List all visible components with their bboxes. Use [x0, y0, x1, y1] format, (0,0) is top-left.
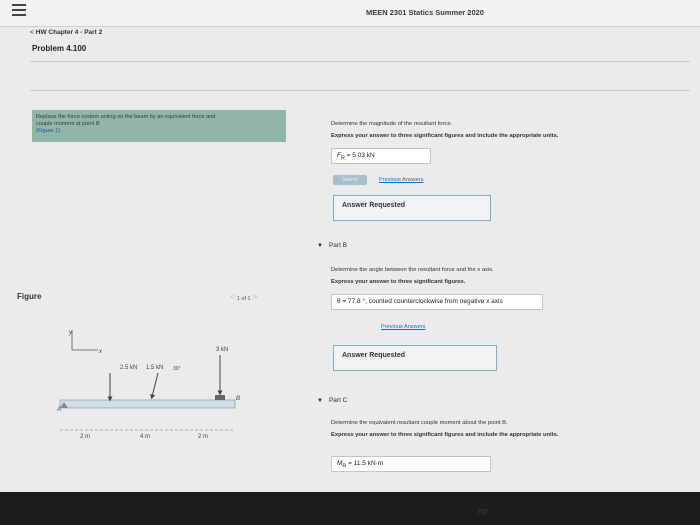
- chevron-left-icon: <: [30, 29, 34, 36]
- part-b-title: Part B: [328, 242, 348, 249]
- part-a-answer-field[interactable]: [331, 148, 431, 164]
- part-b-header[interactable]: [317, 242, 347, 249]
- dimension-4m: 4 m: [140, 434, 151, 440]
- part-a-instruction: Express your answer to three significant figures and include the appropriate units.: [331, 133, 559, 139]
- answer-value: θ = 77.8 °, counted counterclockwise from negative x axis: [337, 298, 503, 305]
- submit-button[interactable]: Submit: [333, 175, 367, 185]
- support-b: [215, 395, 225, 400]
- hp-logo: hp: [478, 506, 489, 516]
- dimension-2m: 2 m: [198, 434, 209, 440]
- part-b-answer-field[interactable]: [331, 294, 543, 310]
- answer-symbol: M: [337, 460, 343, 467]
- page-title: Problem 4.100: [32, 44, 87, 53]
- part-c-title: Part C: [328, 397, 348, 404]
- part-c-question: Determine the equivalent resultant couple moment about the point B.: [331, 420, 508, 426]
- menu-icon[interactable]: [12, 4, 26, 20]
- point-a-label: A: [57, 407, 62, 413]
- collapse-triangle-icon: ▼: [317, 243, 323, 249]
- answer-requested-box: Answer Requested: [333, 345, 497, 371]
- next-figure-button[interactable]: >: [252, 292, 258, 302]
- problem-prompt: [32, 110, 286, 142]
- prompt-line: [36, 121, 282, 128]
- pager-text: 1 of 1: [236, 296, 251, 302]
- prompt-line: Replace the force system acting on the beam by an equivalent force and: [36, 114, 216, 120]
- prompt-text: .: [99, 121, 101, 127]
- force-label-3kn: 3 kN: [216, 347, 229, 353]
- prev-figure-button[interactable]: <: [230, 292, 236, 302]
- force-label-1-5kn: 1.5 kN: [146, 365, 164, 371]
- previous-answers-link[interactable]: Previous Answers: [381, 324, 426, 330]
- part-b-question: Determine the angle between the resultant force and the x axis.: [331, 267, 494, 273]
- y-axis-label: y: [69, 330, 72, 336]
- breadcrumb-label: HW Chapter 4 - Part 2: [35, 29, 103, 36]
- answer-value: = 5.03 kN: [346, 152, 375, 159]
- dimension-2m: 2 m: [80, 434, 91, 440]
- force-arrow-1-5kn: [152, 373, 158, 397]
- point-b-label: B: [236, 396, 241, 402]
- course-title: MEEN 2301 Statics Summer 2020: [366, 8, 484, 17]
- figure-label: Figure: [17, 292, 42, 301]
- point-label: B: [95, 121, 100, 127]
- part-a-question: Determine the magnitude of the resultant force.: [331, 121, 453, 127]
- beam-diagram: [40, 325, 280, 445]
- answer-requested-box: Answer Requested: [333, 195, 491, 221]
- answer-value: = 11.5 kN·m: [348, 460, 384, 467]
- answer-symbol: F: [337, 152, 341, 159]
- part-b-instruction: Express your answer to three significant figures.: [331, 279, 466, 285]
- beam: [60, 400, 235, 408]
- answer-subscript: R: [342, 463, 347, 470]
- angle-label: 30°: [173, 366, 181, 372]
- part-c-answer-field[interactable]: [331, 456, 491, 472]
- breadcrumb[interactable]: [30, 29, 102, 36]
- collapse-triangle-icon: ▼: [317, 398, 323, 404]
- x-axis-label: x: [99, 349, 102, 355]
- figure-link[interactable]: (Figure 1): [36, 128, 61, 134]
- previous-answers-link[interactable]: Previous Answers: [379, 177, 424, 183]
- part-c-instruction: Express your answer to three significant figures and include the appropriate units.: [331, 432, 559, 438]
- answer-subscript: R: [340, 155, 345, 162]
- prompt-text: couple moment at point: [36, 121, 96, 127]
- figure-pager: [230, 292, 257, 302]
- force-label-2-5kn: 2.5 kN: [120, 365, 138, 371]
- part-c-header[interactable]: [317, 397, 347, 404]
- answer-panel: [315, 0, 695, 492]
